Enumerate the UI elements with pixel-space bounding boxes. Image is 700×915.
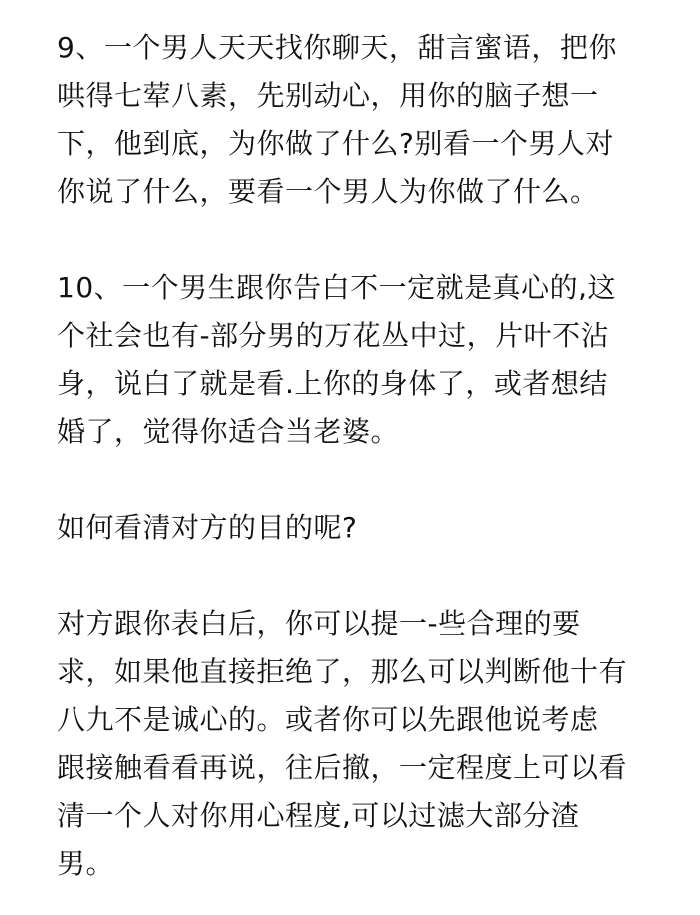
paragraph-10 (57, 264, 657, 456)
text-line: 哄得七荤八素，先别动心，用你的脑子想一 (57, 79, 599, 112)
answer-paragraph (57, 600, 657, 888)
paragraph-9 (57, 24, 657, 216)
text-line: 9、一个男人天天找你聊天，甜言蜜语，把你 (57, 31, 617, 64)
text-line: 求，如果他直接拒绝了，那么可以判断他十有 (57, 655, 628, 688)
text-line: 八九不是诚心的。或者你可以先跟他说考虑 (57, 703, 599, 736)
text-line: 个社会也有-部分男的万花丛中过，片叶不沾 (57, 319, 610, 352)
text-line: 身，说白了就是看.上你的身体了，或者想结 (57, 367, 608, 400)
text-line: 对方跟你表白后，你可以提一-些合理的要 (57, 607, 581, 640)
text-line: 下，他到底，为你做了什么?别看一个男人对 (57, 127, 614, 160)
paragraph-spacer (57, 216, 657, 264)
paragraph-spacer (57, 552, 657, 600)
text-line: 清一个人对你用心程度,可以过滤大部分渣 (57, 799, 580, 832)
text-line: 如何看清对方的目的呢? (57, 511, 358, 544)
text-line: 男。 (57, 847, 115, 880)
text-line: 10、一个男生跟你告白不一定就是真心的,这 (57, 271, 617, 304)
paragraph-spacer (57, 456, 657, 504)
text-line: 跟接触看看再说，往后撤，一定程度上可以看 (57, 751, 628, 784)
text-line: 你说了什么，要看一个男人为你做了什么。 (57, 175, 599, 208)
question-heading (57, 504, 657, 552)
text-line: 婚了，觉得你适合当老婆。 (57, 415, 400, 448)
article-body (57, 24, 657, 888)
